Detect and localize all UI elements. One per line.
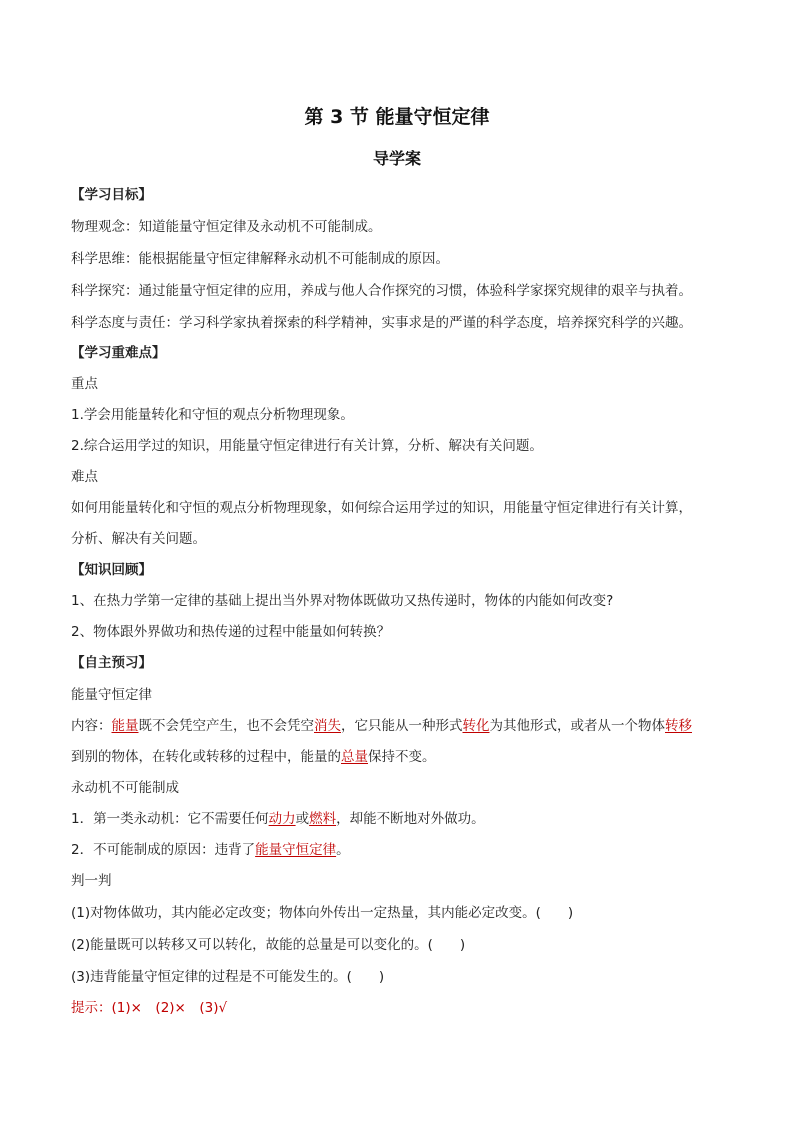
judge-item: (1)对物体做功，其内能必定改变；物体向外传出一定热量，其内能必定改变。( ) xyxy=(71,905,574,921)
section-heading-review: 【知识回顾】 xyxy=(71,562,152,578)
difficulty-item: 如何用能量转化和守恒的观点分析物理现象，如何综合运用学过的知识，用能量守恒定律进行有关计算， xyxy=(71,500,692,516)
section-heading-keypoints: 【学习重难点】 xyxy=(71,345,166,361)
goal-item: 科学探究：通过能量守恒定律的应用，养成与他人合作探究的习惯，体验科学家探究规律的艰辛与执着。 xyxy=(71,283,692,299)
law-title: 能量守恒定律 xyxy=(71,687,152,703)
goal-item: 科学态度与责任：学习科学家执着探索的科学精神，实事求是的严谨的科学态度，培养探究科学的兴趣。 xyxy=(71,315,692,331)
section-heading-goals: 【学习目标】 xyxy=(71,187,152,203)
review-question: 2、物体跟外界做功和热传递的过程中能量如何转换？ xyxy=(71,624,391,640)
pm-text: 1．第一类永动机：它不需要任何 xyxy=(71,811,269,827)
goal-item: 科学思维：能根据能量守恒定律解释永动机不可能制成的原因。 xyxy=(71,251,449,267)
perpetual-motion-title: 永动机不可能制成 xyxy=(71,780,179,796)
keypoint-item: 2.综合运用学过的知识，用能量守恒定律进行有关计算，分析、解决有关问题。 xyxy=(71,438,543,454)
perpetual-motion-item xyxy=(71,840,350,860)
perpetual-motion-item xyxy=(71,809,485,829)
answer-blank: 总量 xyxy=(341,749,368,765)
law-content-text: 到别的物体，在转化或转移的过程中，能量的 xyxy=(71,749,341,765)
answer-blank: 燃料 xyxy=(309,811,337,827)
answer-blank: 转移 xyxy=(665,718,692,734)
law-content-prefix: 内容： xyxy=(71,718,112,734)
answer-blank: 消失 xyxy=(314,718,341,734)
pm-text: ，却能不断地对外做功。 xyxy=(336,811,485,827)
review-question: 1、在热力学第一定律的基础上提出当外界对物体既做功又热传递时，物体的内能如何改变? xyxy=(71,593,614,609)
law-content-text: 保持不变。 xyxy=(368,749,436,765)
answer-blank: 能量 xyxy=(111,718,139,734)
law-content xyxy=(71,716,692,736)
judge-title: 判一判 xyxy=(71,873,112,889)
judge-item: (3)违背能量守恒定律的过程是不可能发生的。( ) xyxy=(71,969,385,985)
page-subtitle: 导学案 xyxy=(372,149,421,168)
answer-hint: 提示：(1)× (2)× (3)√ xyxy=(71,1000,228,1016)
law-content-cont xyxy=(71,747,436,767)
answer-blank: 动力 xyxy=(268,811,296,827)
judge-item: (2)能量既可以转移又可以转化，故能的总量是可以变化的。( ) xyxy=(71,937,466,953)
pm-text: 。 xyxy=(336,842,350,858)
difficulty-label: 难点 xyxy=(71,469,98,485)
answer-blank: 转化 xyxy=(462,718,490,734)
goal-item: 物理观念：知道能量守恒定律及永动机不可能制成。 xyxy=(71,219,382,235)
law-content-text: ，它只能从一种形式 xyxy=(341,718,463,734)
difficulty-item-cont: 分析、解决有关问题。 xyxy=(71,531,206,547)
keypoint-label: 重点 xyxy=(71,376,98,392)
pm-text: 2．不可能制成的原因：违背了 xyxy=(71,842,256,858)
section-heading-preview: 【自主预习】 xyxy=(71,655,152,671)
page-title: 第 3 节 能量守恒定律 xyxy=(304,106,490,128)
answer-blank: 能量守恒定律 xyxy=(255,842,337,858)
pm-text: 或 xyxy=(295,811,310,827)
keypoint-item: 1.学会用能量转化和守恒的观点分析物理现象。 xyxy=(71,407,354,423)
law-content-text: 为其他形式，或者从一个物体 xyxy=(489,718,665,734)
law-content-text: 既不会凭空产生，也不会凭空 xyxy=(138,718,314,734)
